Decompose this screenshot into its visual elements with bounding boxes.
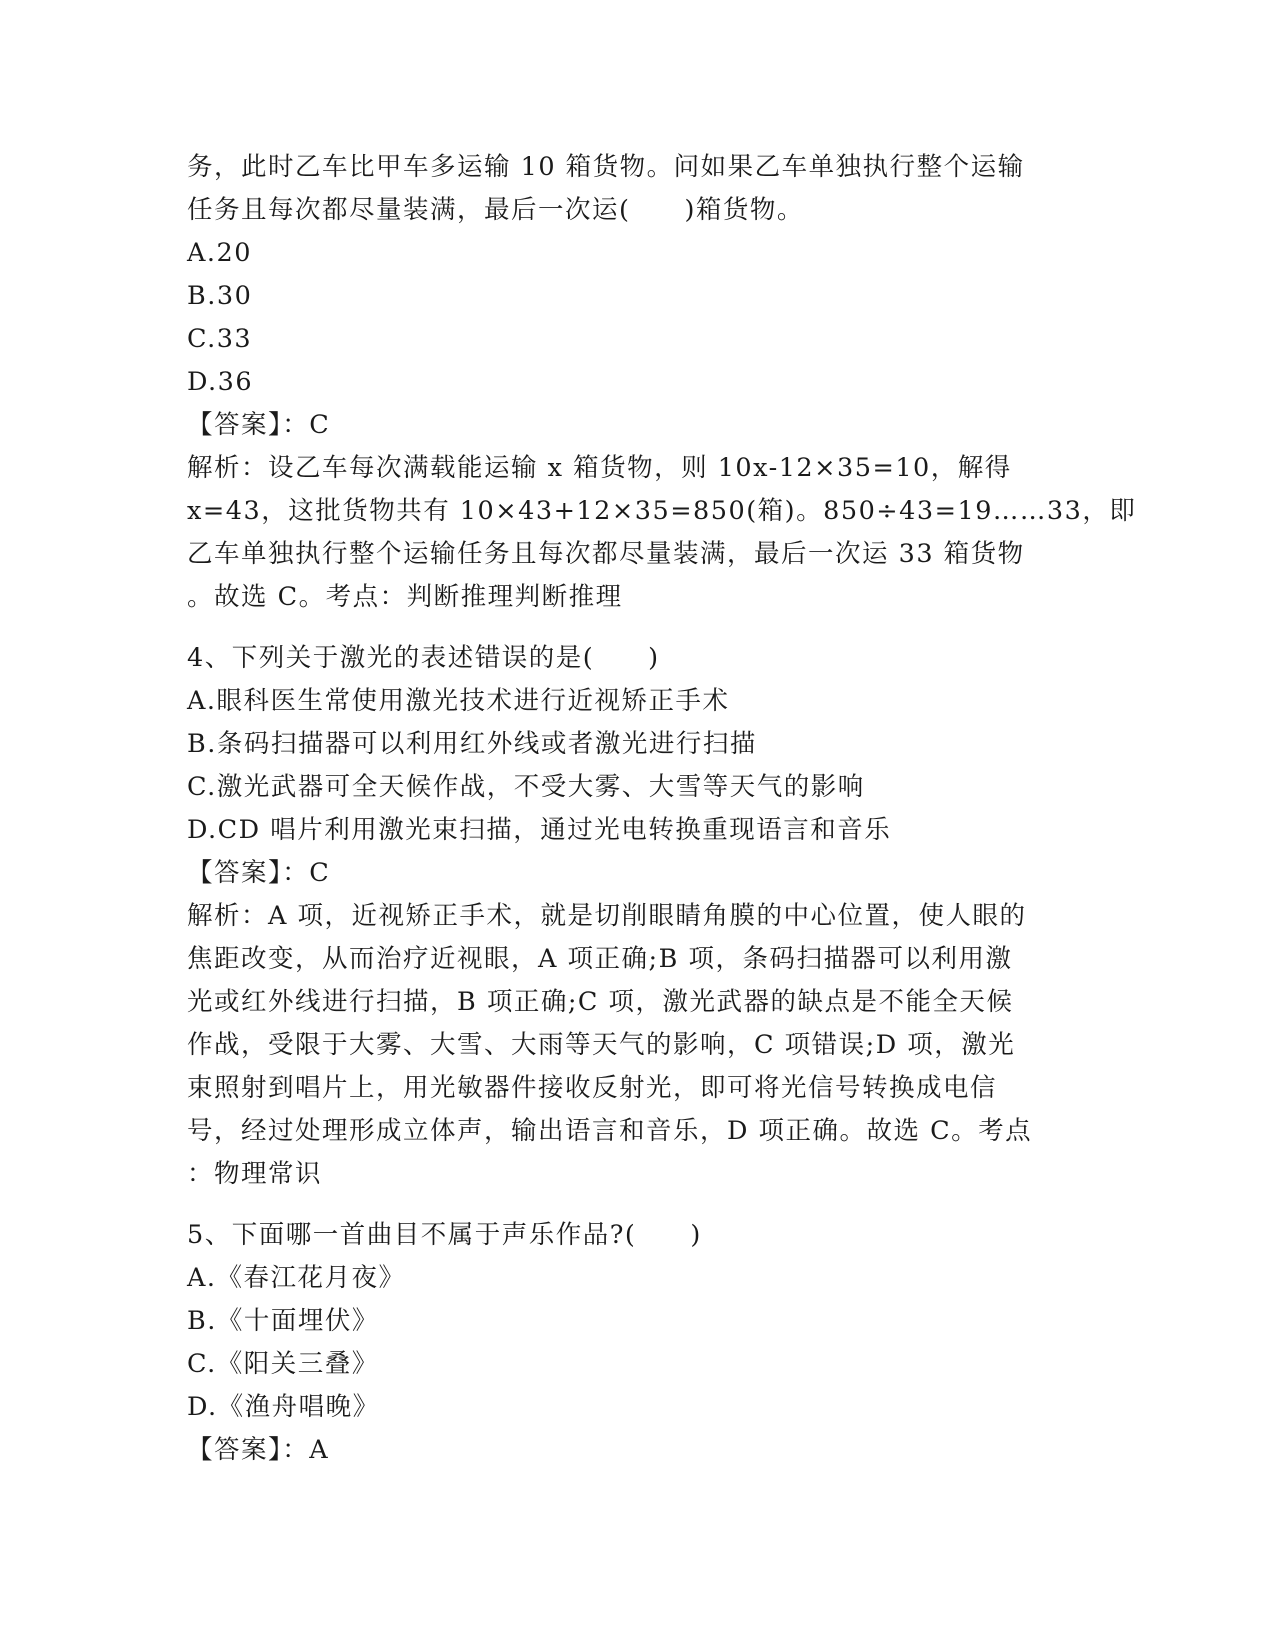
question-5-stem: 5、下面哪一首曲目不属于声乐作品?( )	[187, 1220, 702, 1250]
question-3	[187, 146, 1137, 619]
question-3-stem-line-1: 务，此时乙车比甲车多运输 10 箱货物。问如果乙车单独执行整个运输	[187, 152, 1025, 182]
question-3-option-c: C.33	[187, 324, 253, 354]
question-4-explanation-line-7: ：物理常识	[187, 1159, 323, 1189]
question-3-option-d: D.36	[187, 367, 254, 397]
question-4-explanation-line-4: 作战，受限于大雾、大雪、大雨等天气的影响，C 项错误;D 项，激光	[187, 1030, 1016, 1060]
question-4-explanation-line-1: 解析：A 项，近视矫正手术，就是切削眼睛角膜的中心位置，使人眼的	[187, 901, 1027, 931]
question-4-explanation-line-6: 号，经过处理形成立体声，输出语言和音乐，D 项正确。故选 C。考点	[187, 1116, 1033, 1146]
question-3-answer: 【答案】：C	[187, 410, 331, 440]
question-5	[187, 1214, 1087, 1472]
question-4-explanation-line-3: 光或红外线进行扫描，B 项正确;C 项，激光武器的缺点是不能全天候	[187, 987, 1014, 1017]
question-4-stem: 4、下列关于激光的表述错误的是( )	[187, 643, 660, 673]
question-3-explanation-line-3: 乙车单独执行整个运输任务且每次都尽量装满，最后一次运 33 箱货物	[187, 539, 1025, 569]
question-5-option-a: A.《春江花月夜》	[187, 1263, 406, 1293]
question-4-option-a: A.眼科医生常使用激光技术进行近视矫正手术	[187, 686, 730, 716]
question-4-explanation-line-5: 束照射到唱片上，用光敏器件接收反射光，即可将光信号转换成电信	[187, 1073, 998, 1103]
question-3-option-b: B.30	[187, 281, 253, 311]
question-3-stem-line-2: 任务且每次都尽量装满，最后一次运( )箱货物。	[187, 195, 804, 225]
question-5-answer: 【答案】：A	[187, 1435, 330, 1465]
document-page	[187, 146, 1137, 1472]
question-4-option-d: D.CD 唱片利用激光束扫描，通过光电转换重现语言和音乐	[187, 815, 892, 845]
question-3-explanation-line-2: x=43，这批货物共有 10×43+12×35=850(箱)。850÷43=19……33，即	[187, 496, 1137, 526]
question-3-option-a: A.20	[187, 238, 252, 268]
question-3-explanation-line-4: 。故选 C。考点：判断推理判断推理	[187, 582, 623, 612]
question-4	[187, 637, 1087, 1196]
question-3-explanation-line-1: 解析：设乙车每次满载能运输 x 箱货物，则 10x-12×35=10，解得	[187, 453, 1012, 483]
question-4-option-c: C.激光武器可全天候作战，不受大雾、大雪等天气的影响	[187, 772, 865, 802]
question-4-option-b: B.条码扫描器可以利用红外线或者激光进行扫描	[187, 729, 757, 759]
question-5-option-c: C.《阳关三叠》	[187, 1349, 379, 1379]
question-5-option-b: B.《十面埋伏》	[187, 1306, 379, 1336]
question-4-explanation-line-2: 焦距改变，从而治疗近视眼，A 项正确;B 项，条码扫描器可以利用激	[187, 944, 1013, 974]
question-spacer	[187, 1196, 1087, 1214]
question-4-answer: 【答案】：C	[187, 858, 331, 888]
question-5-option-d: D.《渔舟唱晚》	[187, 1392, 380, 1422]
question-spacer	[187, 619, 1087, 637]
